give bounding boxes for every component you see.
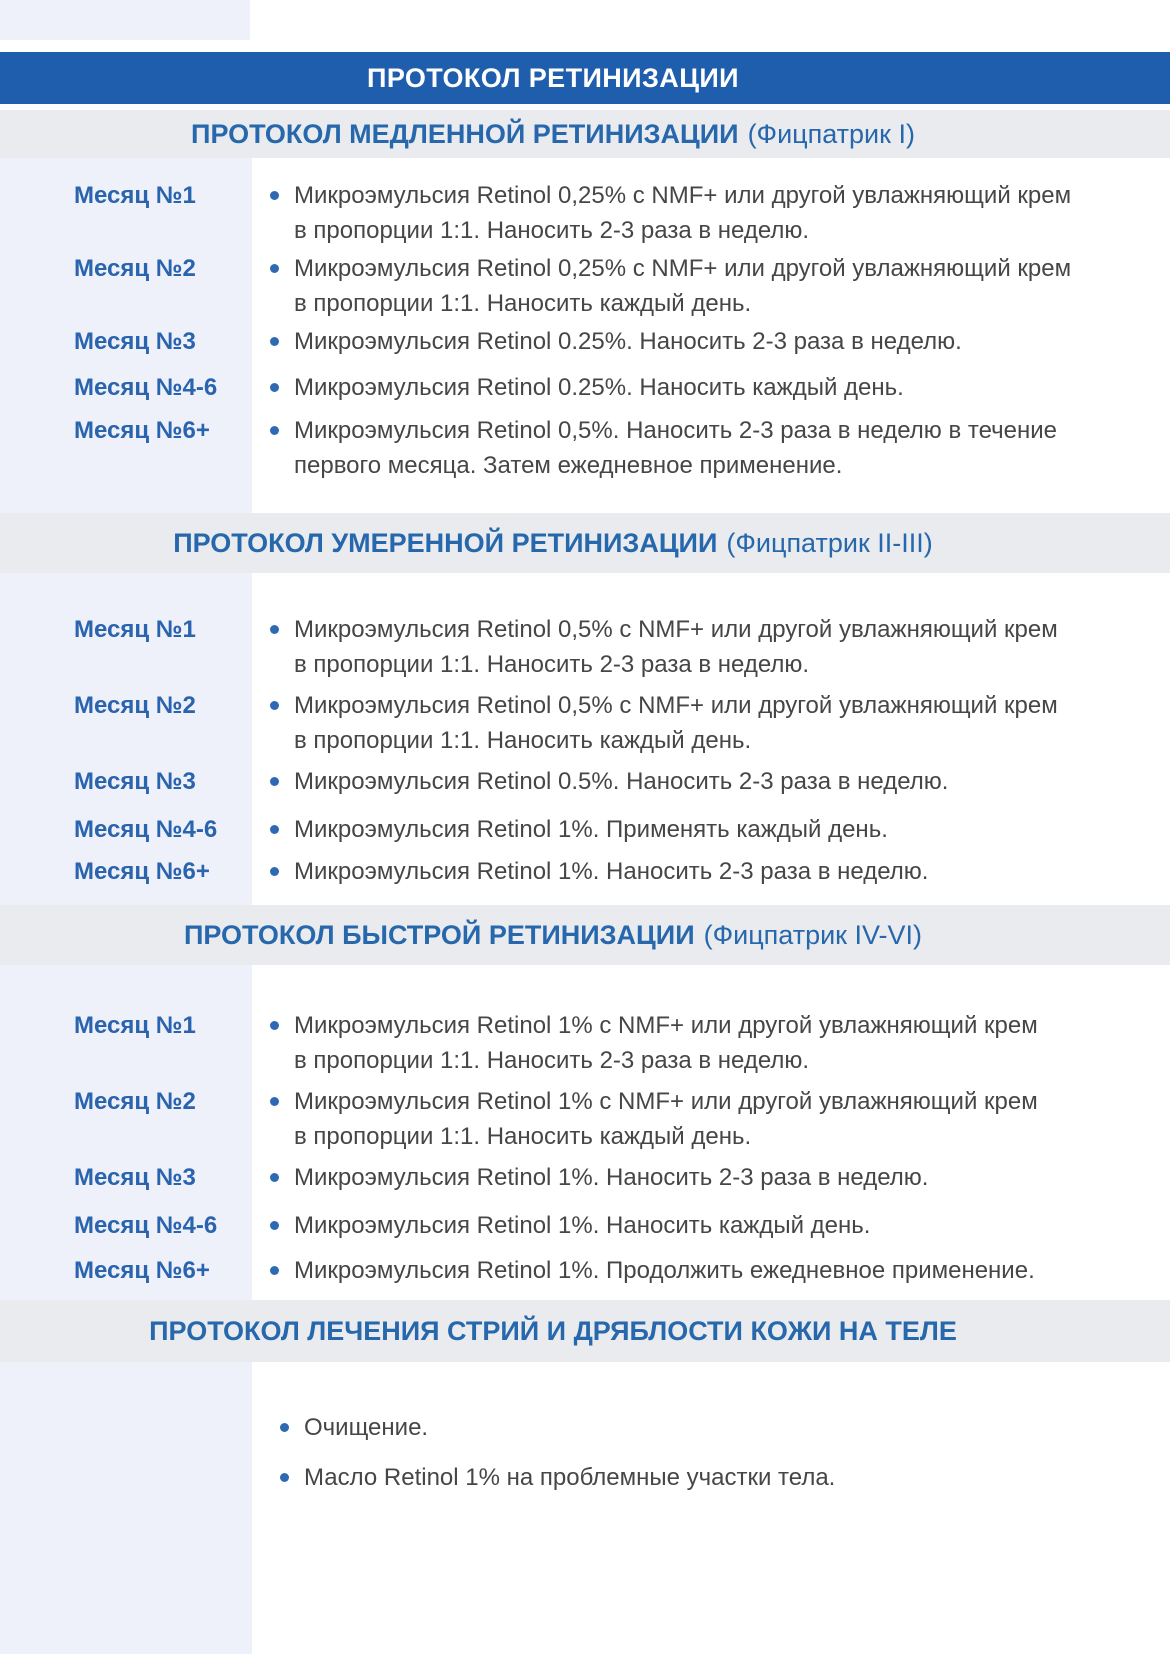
month-label: Месяц №2: [74, 1088, 196, 1115]
bullet-text: [294, 1253, 1035, 1288]
bullet-line: в пропорции 1:1. Наносить 2-3 раза в неделю.: [294, 1047, 810, 1074]
bullet-icon: [270, 264, 279, 273]
bullet-text: [294, 688, 1058, 758]
bullet-line: Микроэмульсия Retinol 1%. Продолжить ежедневное применение.: [294, 1257, 1035, 1284]
bullet-line: в пропорции 1:1. Наносить каждый день.: [294, 1123, 752, 1150]
bullet-line: Микроэмульсия Retinol 1%. Наносить каждый день.: [294, 1212, 871, 1239]
bullet-text: [294, 764, 948, 799]
bullet-line: Микроэмульсия Retinol 1%. Применять каждый день.: [294, 816, 888, 843]
bullet-icon: [270, 191, 279, 200]
bullet-line: первого месяца. Затем ежедневное применение.: [294, 452, 843, 479]
bullet-line: Микроэмульсия Retinol 1% с NMF+ или другой увлажняющий крем: [294, 1088, 1038, 1115]
bullet-line: Микроэмульсия Retinol 0.25%. Наносить 2-3 раза в неделю.: [294, 328, 962, 355]
bullet-text: [294, 413, 1057, 483]
bullet-text: [294, 251, 1071, 321]
section-title: ПРОТОКОЛ УМЕРЕННОЙ РЕТИНИЗАЦИИ: [173, 527, 718, 558]
bullet-text: [294, 1084, 1038, 1154]
section-title: ПРОТОКОЛ МЕДЛЕННОЙ РЕТИНИЗАЦИИ: [191, 118, 739, 149]
bullet-text: [304, 1410, 428, 1445]
bullet-icon: [270, 1021, 279, 1030]
bullet-line: Микроэмульсия Retinol 1%. Наносить 2-3 раза в неделю.: [294, 1164, 929, 1191]
month-label: Месяц №4-6: [74, 816, 218, 843]
bullet-icon: [280, 1473, 289, 1482]
bullet-icon: [270, 337, 279, 346]
bullet-text: [294, 854, 928, 889]
month-label: Месяц №2: [74, 255, 196, 282]
bullet-icon: [280, 1423, 289, 1432]
bullet-text: [294, 812, 888, 847]
bullet-line: Микроэмульсия Retinol 0,5% с NMF+ или другой увлажняющий крем: [294, 616, 1058, 643]
bullet-text: [294, 612, 1058, 682]
bullet-line: Микроэмульсия Retinol 0,25% с NMF+ или другой увлажняющий крем: [294, 182, 1072, 209]
section-band-body: [0, 1300, 1170, 1362]
bullet-line: в пропорции 1:1. Наносить каждый день.: [294, 727, 752, 754]
section-band-slow: [0, 110, 1170, 158]
header-bar: [0, 52, 1170, 104]
section-title-note: (Фицпатрик II-III): [726, 527, 933, 558]
bullet-icon: [270, 1266, 279, 1275]
bullet-icon: [270, 867, 279, 876]
bullet-line: Микроэмульсия Retinol 0,5% с NMF+ или другой увлажняющий крем: [294, 692, 1058, 719]
month-label: Месяц №1: [74, 616, 196, 643]
bullet-line: Микроэмульсия Retinol 1% с NMF+ или другой увлажняющий крем: [294, 1012, 1038, 1039]
section-title-note: (Фицпатрик IV-VI): [703, 919, 923, 950]
bullet-line: Микроэмульсия Retinol 1%. Наносить 2-3 раза в неделю.: [294, 858, 929, 885]
bullet-icon: [270, 1221, 279, 1230]
month-label: Месяц №6+: [74, 1257, 210, 1284]
month-label: Месяц №1: [74, 182, 196, 209]
bullet-icon: [270, 625, 279, 634]
bullet-line: в пропорции 1:1. Наносить каждый день.: [294, 290, 752, 317]
section-band-fast: [0, 905, 1170, 965]
month-label: Месяц №2: [74, 692, 196, 719]
bullet-icon: [270, 1097, 279, 1106]
bullet-line: в пропорции 1:1. Наносить 2-3 раза в неделю.: [294, 651, 810, 678]
bullet-icon: [270, 701, 279, 710]
month-label: Месяц №3: [74, 768, 196, 795]
month-label: Месяц №4-6: [74, 1212, 218, 1239]
month-label: Месяц №1: [74, 1012, 196, 1039]
bullet-text: [294, 1008, 1038, 1078]
bullet-icon: [270, 825, 279, 834]
bullet-line: Микроэмульсия Retinol 0.25%. Наносить каждый день.: [294, 374, 904, 401]
left-column-top-block: [0, 0, 250, 40]
bullet-text: [304, 1460, 835, 1495]
bullet-icon: [270, 777, 279, 786]
section-title-note: (Фицпатрик I): [747, 118, 915, 149]
month-label: Месяц №6+: [74, 858, 210, 885]
section-title: ПРОТОКОЛ БЫСТРОЙ РЕТИНИЗАЦИИ: [183, 919, 695, 950]
bullet-text: [294, 324, 962, 359]
bullet-line: в пропорции 1:1. Наносить 2-3 раза в неделю.: [294, 217, 810, 244]
month-label: Месяц №3: [74, 1164, 196, 1191]
bullet-line: Масло Retinol 1% на проблемные участки тела.: [304, 1464, 836, 1491]
page-title: ПРОТОКОЛ РЕТИНИЗАЦИИ: [367, 62, 739, 93]
section-band-moderate: [0, 513, 1170, 573]
bullet-line: Микроэмульсия Retinol 0.5%. Наносить 2-3 раза в неделю.: [294, 768, 949, 795]
bullet-line: Микроэмульсия Retinol 0,25% с NMF+ или другой увлажняющий крем: [294, 255, 1072, 282]
month-label: Месяц №3: [74, 328, 196, 355]
bullet-icon: [270, 383, 279, 392]
bullet-line: Очищение.: [304, 1414, 429, 1441]
bullet-text: [294, 1208, 870, 1243]
bullet-icon: [270, 1173, 279, 1182]
bullet-text: [294, 370, 904, 405]
bullet-text: [294, 1160, 928, 1195]
bullet-line: Микроэмульсия Retinol 0,5%. Наносить 2-3 раза в неделю в течение: [294, 417, 1057, 444]
bullet-icon: [270, 426, 279, 435]
section-title: ПРОТОКОЛ ЛЕЧЕНИЯ СТРИЙ И ДРЯБЛОСТИ КОЖИ НА ТЕЛЕ: [149, 1315, 957, 1346]
month-label: Месяц №4-6: [74, 374, 218, 401]
bullet-text: [294, 178, 1071, 248]
month-label: Месяц №6+: [74, 417, 210, 444]
